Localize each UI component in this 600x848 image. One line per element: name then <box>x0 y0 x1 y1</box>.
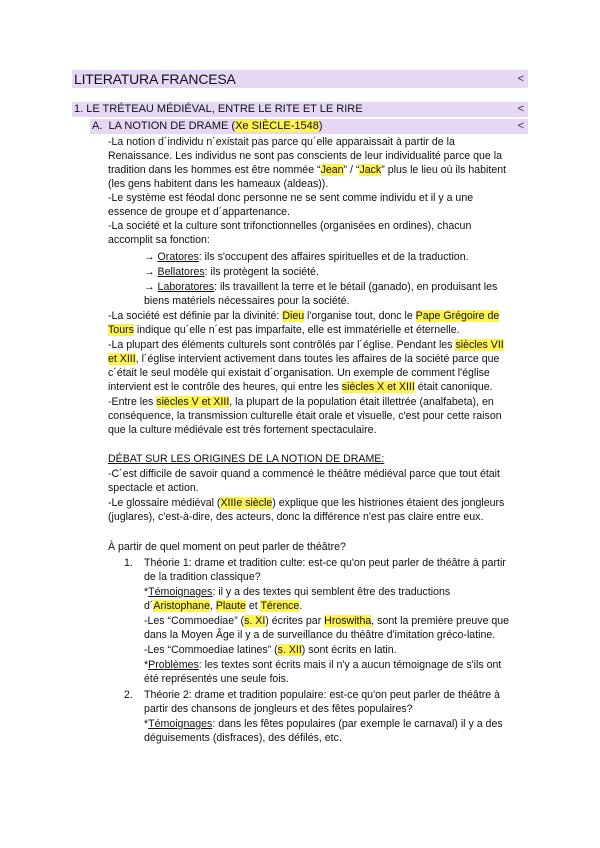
text-line: tradition dans les hommes est être nommée “Jean” / “Jack” plus le lieu où ils habitent <box>108 164 507 176</box>
collapse-chevron-icon[interactable]: < <box>517 73 524 85</box>
text-line: → Oratores: ils s'occupent des affaires spirituelles et de la traduction. <box>144 251 469 263</box>
subsection-text: LA NOTION DE DRAME ( <box>108 120 236 132</box>
text-line: *Problèmes: les textes sont écrits mais il n'y a aucun témoignage de s'ils ont <box>144 659 502 671</box>
text-line: Renaissance. Les individus ne sont pas conscients de leur individualité parce que la <box>108 150 502 162</box>
text-line: -Entre les siècles V et XIII, la plupart de la population était illettrée (analfabeta), en <box>108 396 494 408</box>
text-line: d´Aristophane, Plaute et Térence. <box>144 600 303 612</box>
text-line: *Témoignages: dans les fêtes populaires (par exemple le carnaval) il y a des <box>144 718 503 730</box>
text-line: → Bellatores: ils protègent la société. <box>144 266 319 278</box>
text-line: -Les “Commoediae latines” (s. XII) sont écrits en latin. <box>144 644 397 656</box>
text-line: accomplit sa fonction: <box>108 234 210 246</box>
highlight: s. XII <box>277 644 302 656</box>
highlight: Dieu <box>282 310 305 322</box>
text-line: -La notion d´individu n´existait pas parce qu´elle apparaissait à partir de la <box>108 136 455 148</box>
highlight: siècles X et XIII <box>341 381 415 393</box>
collapse-chevron-icon[interactable]: < <box>517 120 524 132</box>
highlight: siècles VII <box>455 339 504 351</box>
collapse-chevron-icon[interactable]: < <box>517 103 524 115</box>
highlight: Pape Grégoire de <box>415 310 500 322</box>
text-line: Théorie 1: drame et tradition culte: est-ce qu'on peut parler de théâtre à partir <box>144 557 506 569</box>
text-line: biens matériels nécessaires pour la société. <box>144 295 350 307</box>
highlight: Jack <box>359 164 382 176</box>
section-1-heading: 1. LE TRÉTEAU MÉDIÉVAL, ENTRE LE RITE ET LE RIRE <box>74 103 363 115</box>
text-line: -La société et la culture sont trifonctionnelles (organisées en ordines), chacun <box>108 220 472 232</box>
highlight: Plaute <box>215 600 246 612</box>
text-line: -C´est difficile de savoir quand a commencé le théâtre médiéval parce que tout était <box>108 468 500 480</box>
text-line: Théorie 2: drame et tradition populaire: est-ce qu'on peut parler de théâtre à <box>144 689 500 701</box>
text-line: déguisements (disfraces), des défilés, etc. <box>144 732 342 744</box>
highlight: Térence <box>260 600 300 612</box>
text-line: et XIII, l´église intervient activement dans toutes les affaires de la société parce que <box>108 353 500 365</box>
text-line: À partir de quel moment on peut parler de théâtre? <box>108 541 346 553</box>
text-line: c´était le seul modèle qui existait d´organisation. Un exemple de comment l'église <box>108 367 490 379</box>
highlight: et XIII <box>108 353 136 365</box>
arrow-icon: → <box>144 251 158 263</box>
text-line: partir des chansons de jongleurs et des fêtes populaires? <box>144 703 413 715</box>
text-line: (juglares), c'est-à-dire, des acteurs, donc la différence n'est pas claire entre eux. <box>108 511 484 523</box>
subsection-a-heading <box>92 120 323 132</box>
list-number: 2. <box>124 689 133 701</box>
highlight: Xe SIÈCLE-1548 <box>235 120 319 132</box>
text-line: -Le glossaire médiéval (XIIIe siècle) explique que les histriones étaient des jongleurs <box>108 497 505 509</box>
highlight: XIIIe siècle <box>220 497 273 509</box>
highlight: siècles V et XIII <box>156 396 230 408</box>
document-title: LITERATURA FRANCESA <box>74 71 236 87</box>
highlight: Aristophane <box>153 600 210 612</box>
highlight: Tours <box>108 324 134 336</box>
text-line: -La plupart des éléments culturels sont contrôlés par l´église. Pendant les siècles VII <box>108 339 504 351</box>
section-heading-bar[interactable] <box>72 102 528 117</box>
text-line: spectacle et action. <box>108 482 199 494</box>
subsection-heading-bar[interactable] <box>90 119 528 134</box>
text-line: (les gens habitent dans les hameaux (aldeas)). <box>108 178 329 190</box>
subsection-letter: A. <box>92 120 103 132</box>
arrow-icon: → <box>144 266 158 278</box>
text-line: essence de groupe et d´appartenance. <box>108 206 290 218</box>
arrow-icon: → <box>144 281 158 293</box>
highlight: s. XI <box>244 615 266 627</box>
debate-heading: DÉBAT SUR LES ORIGINES DE LA NOTION DE DRAME: <box>108 453 385 465</box>
text-line: dans la Moyen Âge il y a de surveillance du théâtre d'imitation gréco-latine. <box>144 629 496 641</box>
highlight: Jean <box>320 164 344 176</box>
text-line: de la tradition classique? <box>144 571 261 583</box>
text-line: *Témoignages: il y a des textes qui semblent être des traductions <box>144 586 451 598</box>
subsection-end: ) <box>318 120 323 132</box>
text-line: Tours indique qu´elle n´est pas imparfaite, elle est immatérielle et éternelle. <box>108 324 460 336</box>
text-line: été représentés une seule fois. <box>144 673 289 685</box>
text-line: que la culture médiévale est très fortement spectaculaire. <box>108 424 377 436</box>
text-line: -Le système est féodal donc personne ne se sent comme individu et il y a une <box>108 192 474 204</box>
text-line: -Les “Commoediae” (s. XI) écrites par Hroswitha, sont la première preuve que <box>144 615 510 627</box>
text-line: -La société est définie par la divinité: Dieu l'organise tout, donc le Pape Grégoire de <box>108 310 500 322</box>
title-heading-bar[interactable] <box>72 70 528 88</box>
list-number: 1. <box>124 557 133 569</box>
text-line: conséquence, la transmission culturelle était orale et visuelle, c'est pour cette raison <box>108 410 502 422</box>
text-line: → Laboratores: ils travaillent la terre et le bétail (ganado), en produisant les <box>144 281 498 293</box>
text-line: intervient est le contrôle des heures, qui entre les siècles X et XIII était canonique. <box>108 381 493 393</box>
highlight: Hroswitha <box>324 615 372 627</box>
